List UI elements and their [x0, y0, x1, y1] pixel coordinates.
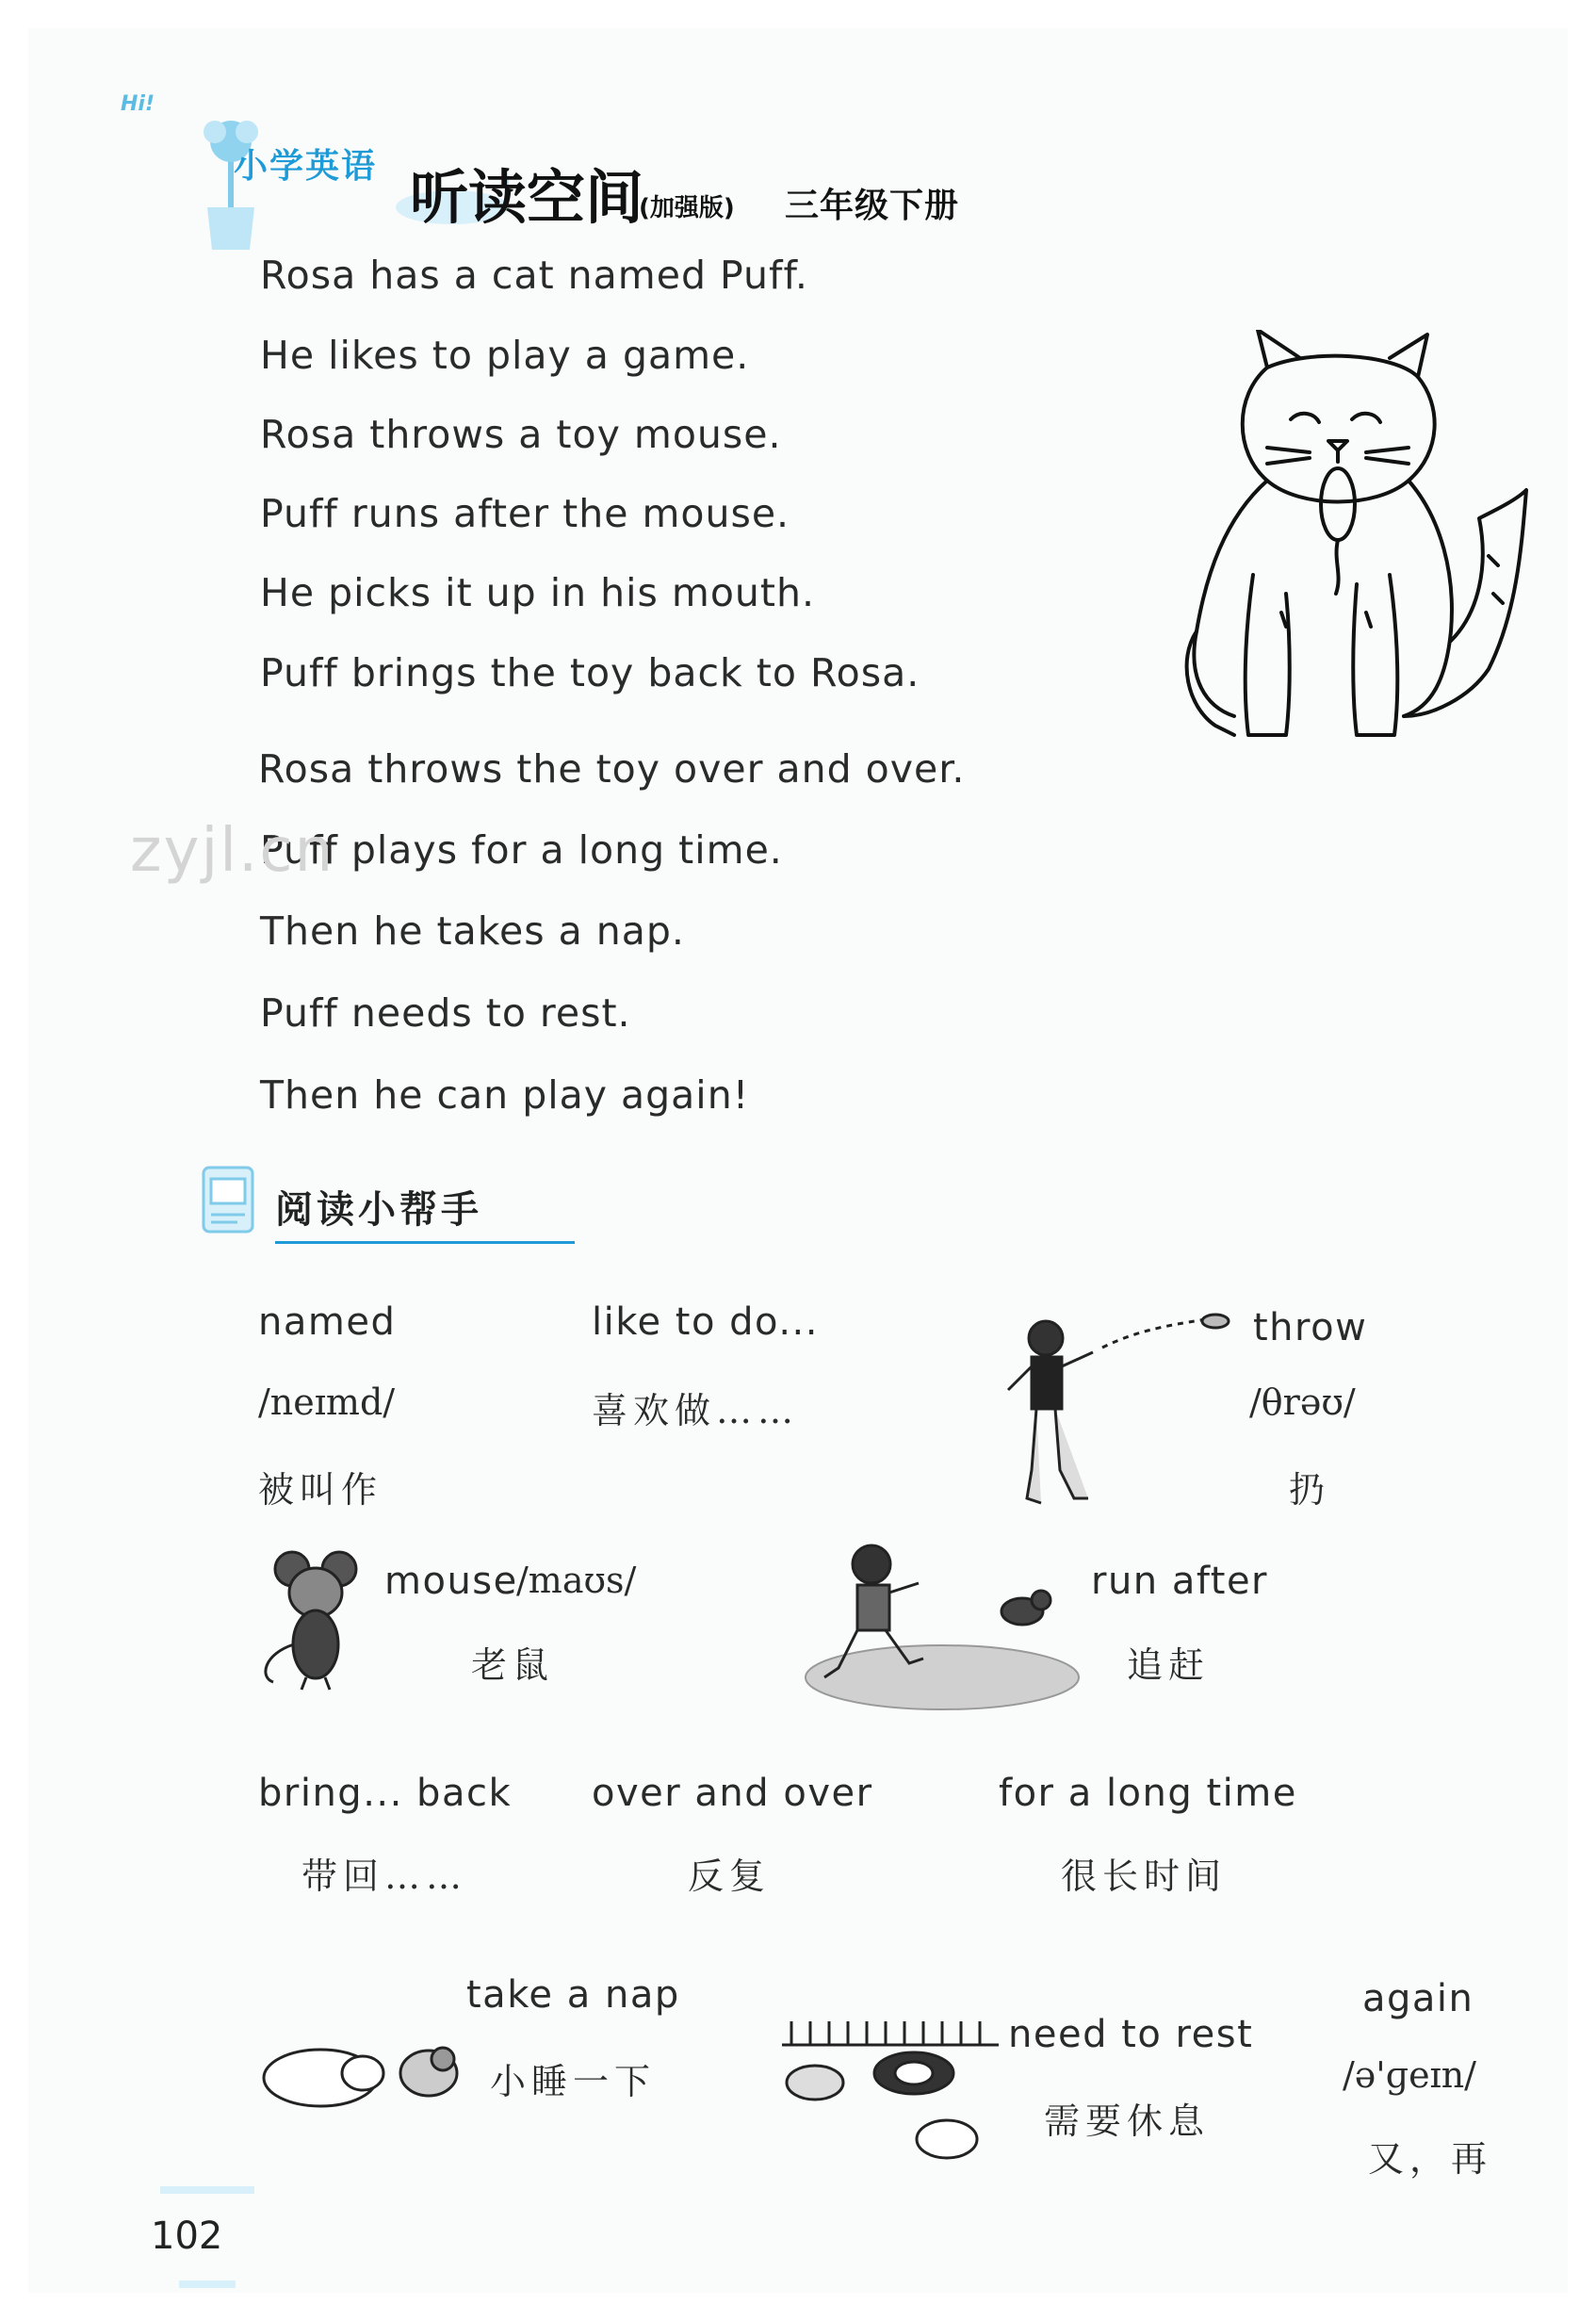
story-line-4: Puff runs after the mouse. [260, 491, 790, 536]
vocab-named-cn: 被叫作 [258, 1469, 383, 1511]
page-number: 102 [151, 2215, 223, 2258]
resting-animals-illustration [773, 2007, 1008, 2167]
vocab-takenap-word: take a nap [466, 1973, 680, 2017]
cat-illustration [1178, 330, 1536, 754]
vocab-bringback-cn: 带回…… [301, 1855, 468, 1897]
boy-running-illustration [801, 1536, 1083, 1715]
grade-label: 三年级下册 [785, 187, 960, 225]
helper-title: 阅读小帮手 [275, 1188, 482, 1232]
vocab-mouse-cn: 老鼠 [471, 1644, 555, 1686]
story-line-5: He picks it up in his mouth. [260, 570, 816, 615]
hi-badge: Hi! [121, 92, 155, 116]
sleeping-animals-illustration [254, 2017, 480, 2120]
vocab-throw-word: throw [1253, 1306, 1368, 1349]
vocab-bringback-word: bring... back [258, 1772, 513, 1815]
vocab-takenap-cn: 小睡一下 [490, 2061, 657, 2102]
edition-label: (加强版) [639, 194, 735, 222]
book-title: 听读空间 [410, 163, 644, 232]
vocab-forlongtime-cn: 很长时间 [1061, 1855, 1228, 1897]
vocab-overandover-word: over and over [592, 1772, 873, 1815]
story-line-2: He likes to play a game. [260, 333, 750, 378]
story-line-6: Puff brings the toy back to Rosa. [260, 650, 920, 695]
mouse-illustration [254, 1541, 377, 1692]
vocab-again-word: again [1362, 1977, 1474, 2020]
helper-underline [275, 1241, 575, 1244]
story-line-1: Rosa has a cat named Puff. [260, 253, 808, 298]
vocab-runafter-cn: 追赶 [1127, 1644, 1211, 1686]
vocab-again-cn: 又，再 [1368, 2138, 1493, 2180]
story-line-7: Rosa throws the toy over and over. [258, 746, 966, 792]
book-page [28, 28, 1568, 2293]
vocab-forlongtime-word: for a long time [999, 1772, 1297, 1815]
vocab-like-word: like to do... [592, 1300, 819, 1344]
vocab-named-ipa: /neɪmd/ [258, 1381, 396, 1423]
series-label: 小学英语 [234, 147, 378, 186]
vocab-mouse-ipa: /maʊs/ [516, 1560, 637, 1601]
vocab-throw-ipa: /θrəʊ/ [1249, 1381, 1356, 1423]
boy-throwing-illustration [989, 1310, 1253, 1517]
watermark: zyjl.cn [130, 816, 335, 886]
vocab-like-cn: 喜欢做…… [592, 1390, 800, 1431]
vocab-runafter-word: run after [1091, 1560, 1268, 1603]
story-line-9: Then he takes a nap. [260, 908, 685, 954]
story-line-10: Puff needs to rest. [260, 990, 631, 1036]
story-line-11: Then he can play again! [260, 1072, 750, 1118]
story-line-8: Puff plays for a long time. [260, 827, 783, 873]
vocab-needrest-word: need to rest [1008, 2013, 1254, 2056]
vocab-needrest-cn: 需要休息 [1044, 2100, 1211, 2142]
book-icon [200, 1164, 258, 1239]
vocab-throw-cn: 扔 [1289, 1469, 1331, 1511]
story-line-3: Rosa throws a toy mouse. [260, 412, 782, 457]
vocab-named-word: named [258, 1300, 397, 1344]
vocab-mouse-word: mouse [384, 1560, 518, 1603]
vocab-again-ipa: /ə'ɡeɪn/ [1343, 2054, 1476, 2096]
vocab-overandover-cn: 反复 [688, 1855, 772, 1897]
